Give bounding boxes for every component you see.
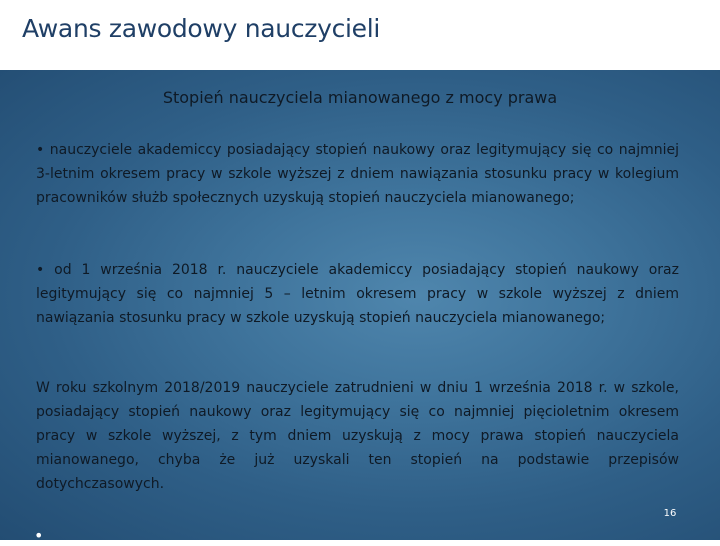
content-panel [0, 70, 720, 545]
empty-bullet: • [34, 526, 44, 545]
paragraph-school-year-2018-2019: W roku szkolnym 2018/2019 nauczyciele zatrudnieni w dniu 1 września 2018 r. w szkole, posiadający stopień naukowy oraz legitymujący się co najmniej pięcioletnim okresem pracy w szkole wyższej, z tym dniem uzyskują z mocy prawa stopień nauczyciela mianowanego, chyba że już uzyskali ten stopień na podstawie przepisów dotychczasowych. [36, 380, 679, 492]
slide-number: 16 [663, 508, 677, 519]
title-bar [0, 0, 720, 70]
slide-title: Awans zawodowy nauczycieli [22, 14, 381, 43]
slide-subtitle: Stopień nauczyciela mianowanego z mocy prawa [162, 88, 558, 107]
paragraph-academic-5-year: • od 1 września 2018 r. nauczyciele akademiccy posiadający stopień naukowy oraz legitymujący się co najmniej 5 – letnim okresem pracy w szkole wyższej z dniem nawiązania stosunku pracy w szkole uzyskują stopień nauczyciela mianowanego; [36, 262, 679, 326]
paragraph-academic-3-year: • nauczyciele akademiccy posiadający stopień naukowy oraz legitymujący się co najmniej 3-letnim okresem pracy w szkole wyższej z dniem nawiązania stosunku pracy w kolegium pracowników służb społecznych uzyskują stopień nauczyciela mianowanego; [36, 142, 679, 206]
